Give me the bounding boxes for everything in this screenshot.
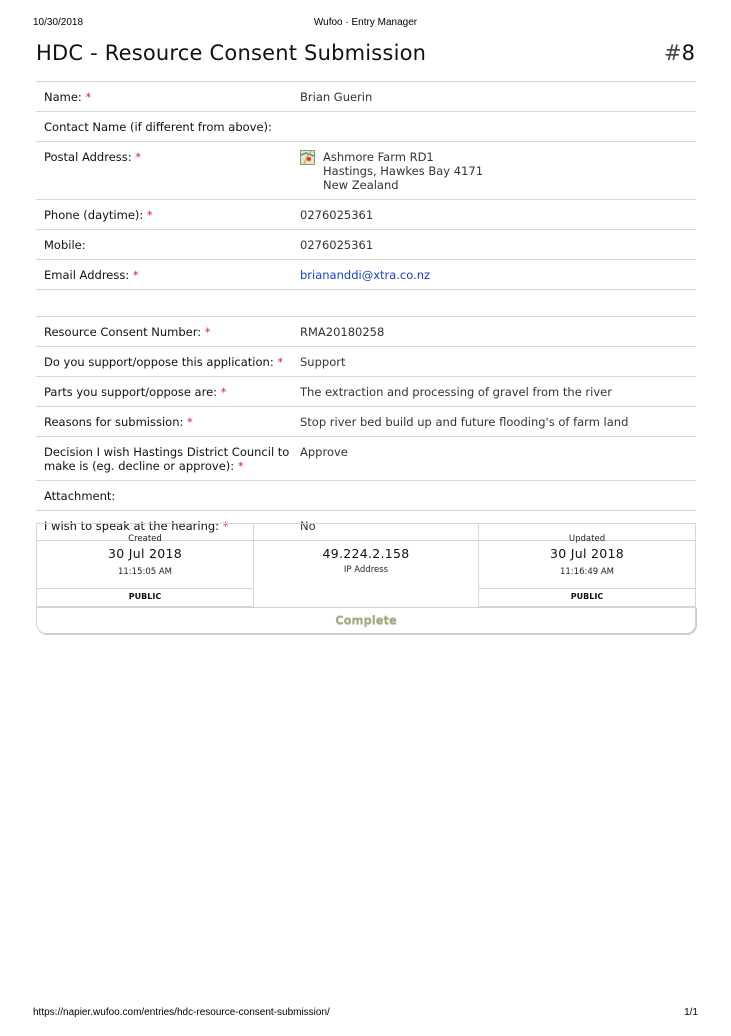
field-row-name <box>36 82 696 112</box>
updated-date: 30 Jul 2018 <box>549 546 625 561</box>
ip-address-label: IP Address <box>343 565 389 575</box>
created-label: Created <box>128 534 162 544</box>
entry-fields <box>36 81 696 541</box>
field-value: RMA20180258 <box>300 325 385 339</box>
field-value: The extraction and processing of gravel from the river <box>300 385 612 399</box>
created-visibility: PUBLIC <box>37 588 253 606</box>
field-label: Do you support/oppose this application: * <box>44 355 284 369</box>
field-label: I wish to speak at the hearing: * <box>44 519 229 533</box>
required-marker: * <box>132 268 139 282</box>
print-footer-url: https://napier.wufoo.com/entries/hdc-resource-consent-submission/ <box>33 1007 330 1018</box>
status-label: Complete <box>335 613 397 627</box>
field-label: Phone (daytime): * <box>44 208 153 222</box>
field-row-consent-number <box>36 317 696 347</box>
required-marker: * <box>187 415 193 429</box>
address-lines <box>323 150 483 192</box>
updated-info <box>478 523 696 607</box>
field-row-phone <box>36 200 696 230</box>
address-line-1: Ashmore Farm RD1 <box>323 150 434 164</box>
field-value: Brian Guerin <box>300 90 373 104</box>
field-row-parts <box>36 377 696 407</box>
field-value <box>292 142 696 199</box>
entry-number-value: 8 <box>681 41 695 65</box>
field-row-reasons <box>36 407 696 437</box>
required-marker: * <box>146 208 153 222</box>
required-marker: * <box>135 150 142 164</box>
field-label: Email Address: * <box>44 268 139 282</box>
updated-time: 11:16:49 AM <box>559 567 615 577</box>
field-value: No <box>300 519 316 533</box>
ip-info <box>254 523 478 607</box>
page-title: HDC - Resource Consent Submission <box>36 41 427 65</box>
print-footer-page: 1/1 <box>684 1007 698 1018</box>
field-value: Stop river bed build up and future flooding's of farm land <box>300 415 629 429</box>
field-value <box>292 481 696 510</box>
field-row-postal-address <box>36 142 696 200</box>
field-label: Parts you support/oppose are: * <box>44 385 227 399</box>
field-value: 0276025361 <box>300 208 374 222</box>
required-marker: * <box>237 459 244 473</box>
field-label: Attachment: <box>44 489 116 503</box>
field-label: Resource Consent Number: * <box>44 325 211 339</box>
status-bar[interactable] <box>36 607 696 634</box>
field-row-email <box>36 260 696 290</box>
required-marker: * <box>277 355 284 369</box>
entry-meta <box>36 523 696 607</box>
field-value: 0276025361 <box>300 238 374 252</box>
field-row-mobile <box>36 230 696 260</box>
created-info <box>36 523 254 607</box>
created-date: 30 Jul 2018 <box>107 546 183 561</box>
updated-visibility: PUBLIC <box>479 588 695 606</box>
section-break <box>36 290 696 317</box>
field-label: Name: * <box>44 90 92 104</box>
ip-address: 49.224.2.158 <box>322 546 410 561</box>
field-value: Support <box>300 355 346 369</box>
print-date: 10/30/2018 <box>33 17 84 28</box>
email-link[interactable]: briananddi@xtra.co.nz <box>300 268 431 282</box>
entry-number <box>664 41 695 65</box>
field-row-decision <box>36 437 696 481</box>
required-marker: * <box>85 90 92 104</box>
required-marker: * <box>222 519 229 533</box>
map-icon[interactable] <box>300 150 315 165</box>
address-line-3: New Zealand <box>323 178 399 192</box>
required-marker: * <box>220 385 227 399</box>
field-label: Mobile: <box>44 238 86 252</box>
print-header-title: Wufoo · Entry Manager <box>313 17 418 28</box>
field-row-support-oppose <box>36 347 696 377</box>
created-time: 11:15:05 AM <box>117 567 173 577</box>
field-row-contact-name <box>36 112 696 142</box>
field-label: Decision I wish Hastings District Council to make is (eg. decline or approve): * <box>44 445 290 473</box>
updated-label: Updated <box>568 534 606 544</box>
field-row-attachment <box>36 481 696 511</box>
required-marker: * <box>204 325 211 339</box>
field-value: Approve <box>300 445 348 459</box>
address-line-2: Hastings, Hawkes Bay 4171 <box>323 164 484 178</box>
field-label: Postal Address: * <box>44 150 142 164</box>
entry-hash: # <box>664 41 682 65</box>
field-label: Reasons for submission: * <box>44 415 193 429</box>
field-label: Contact Name (if different from above): <box>44 120 272 134</box>
field-value <box>292 260 696 289</box>
